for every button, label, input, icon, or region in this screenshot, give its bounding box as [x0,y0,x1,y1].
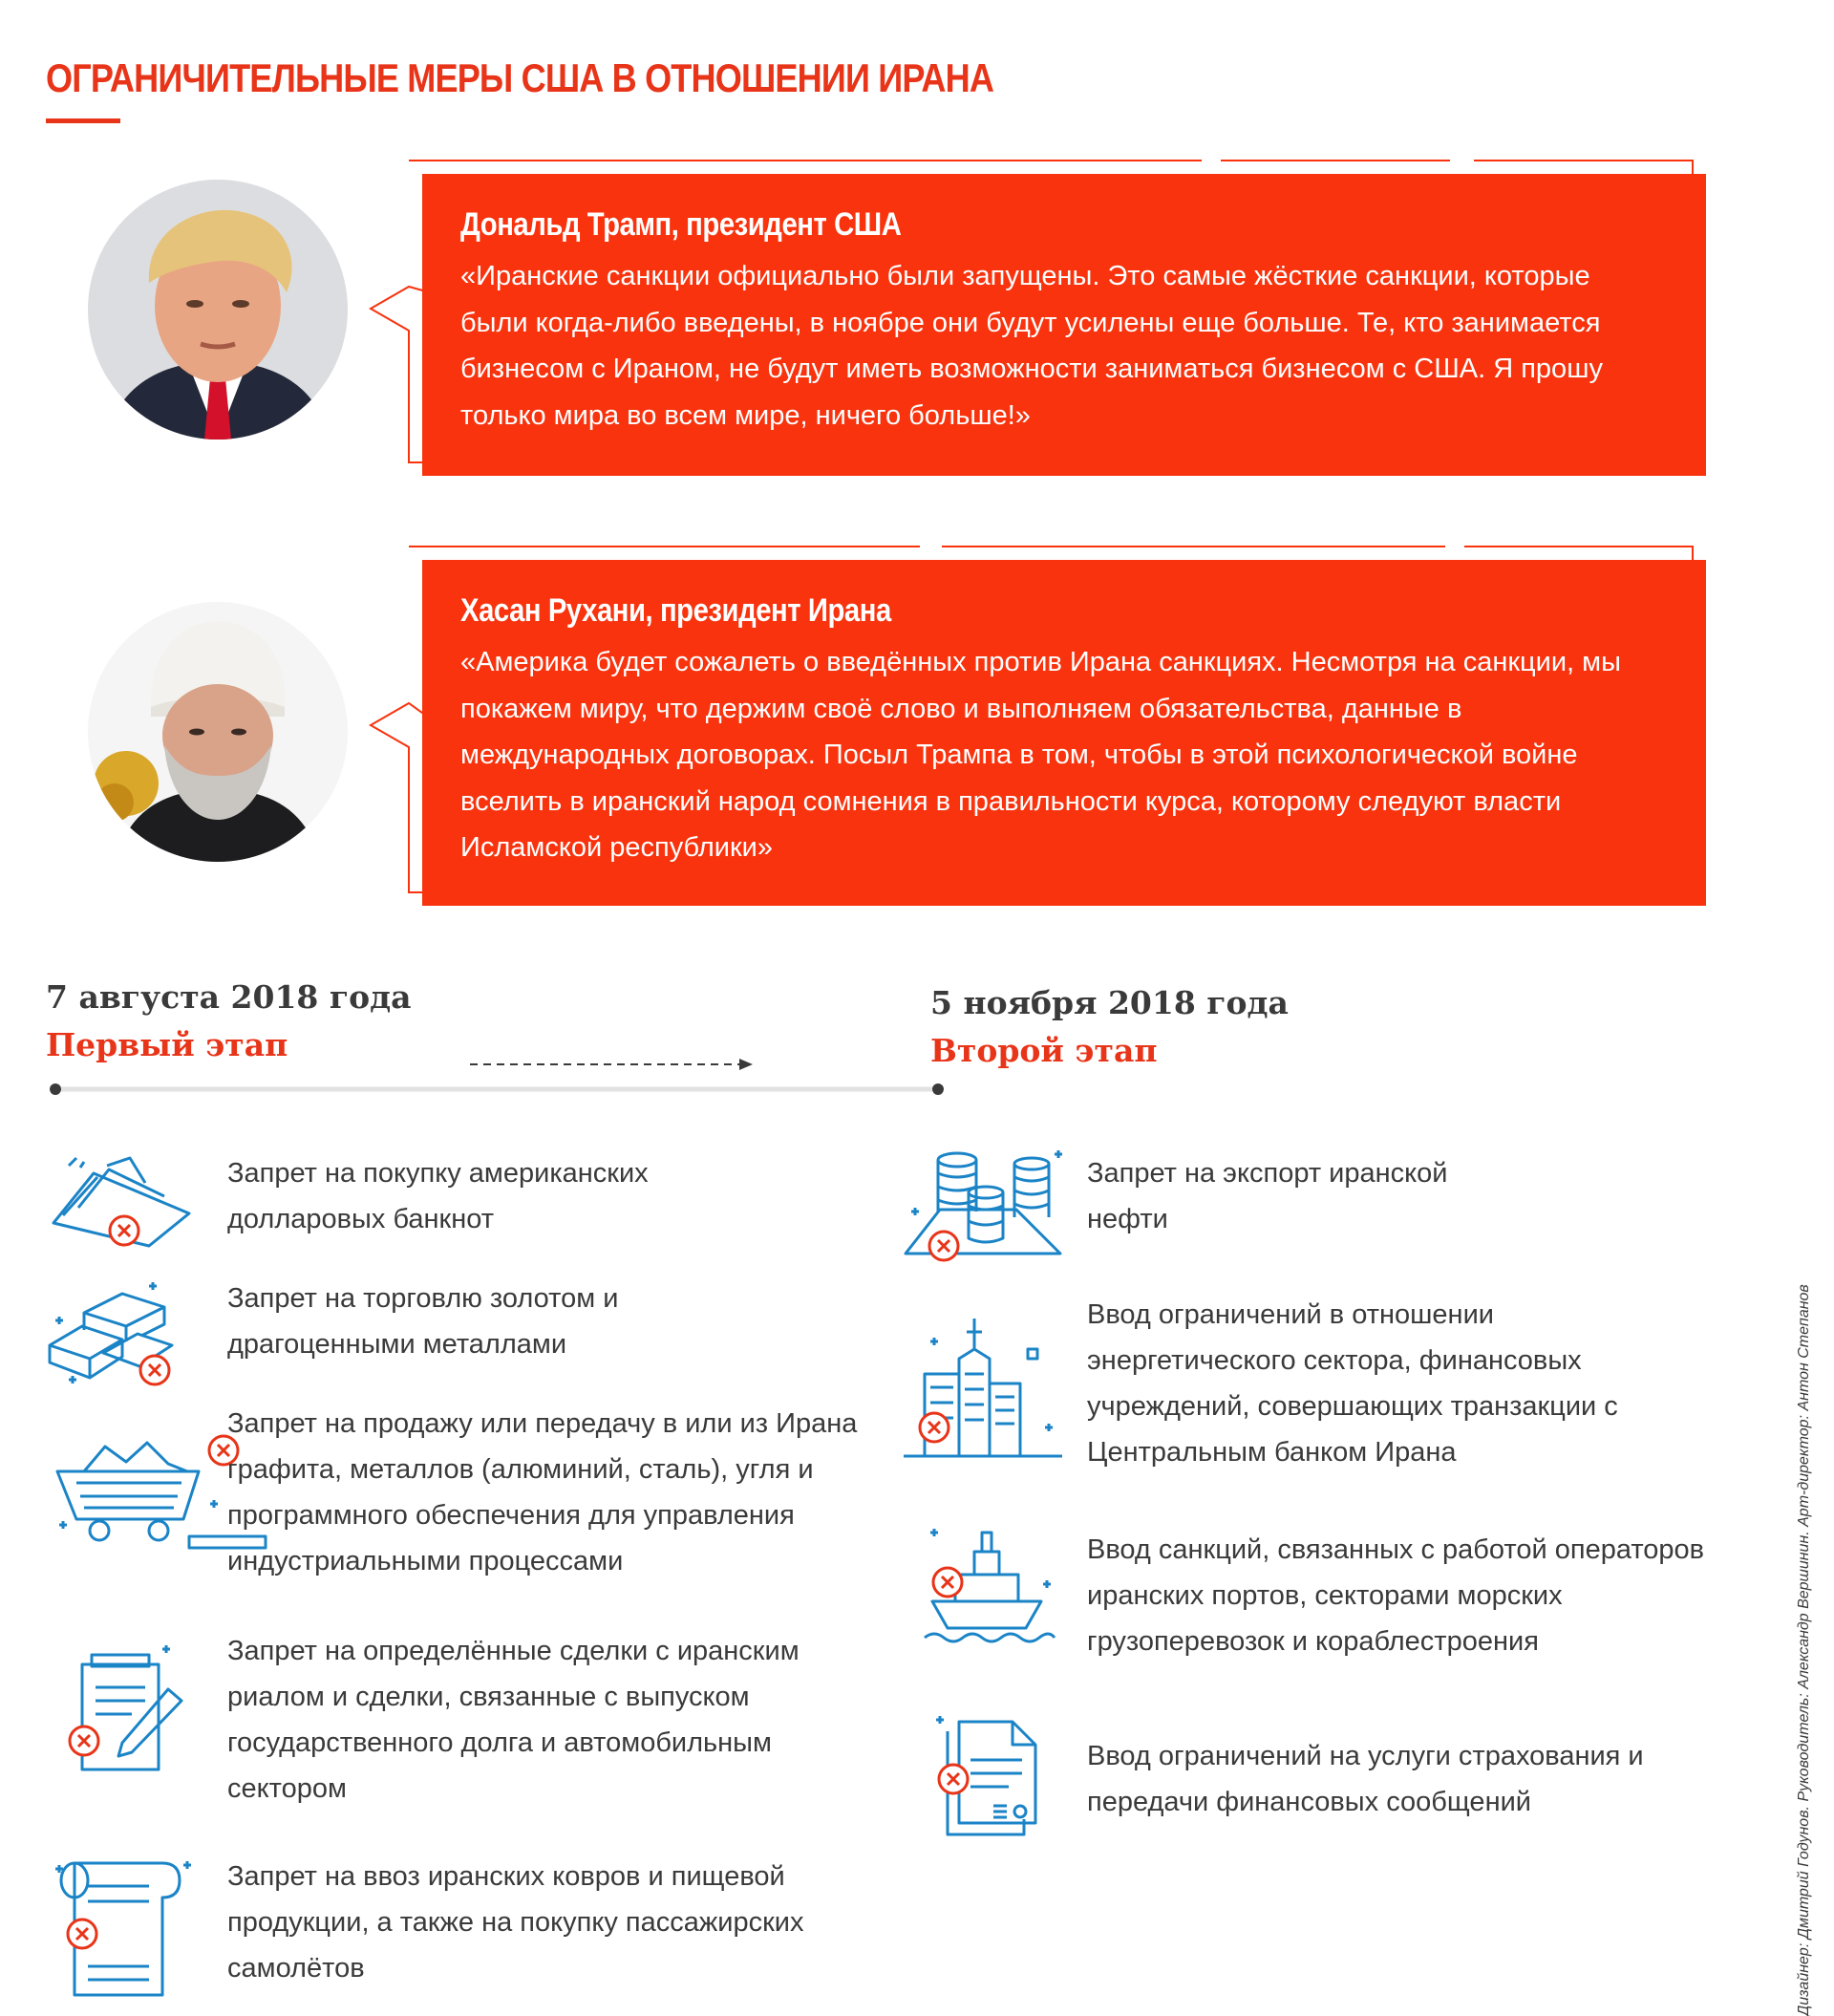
rouhani-quote-card [409,547,1706,906]
trump-quote-card [409,161,1706,476]
credits: Дизайнер: Дмитрий Годунов. Руководитель: Александр Вершинин. Арт-директор: Антон Степанов [1796,1284,1812,2016]
trump-quote-author: Дональд Трамп, президент США [460,206,902,243]
stage1-label: Первый этап [46,1026,288,1063]
rouhani-quote-text: «Америка будет сожалеть о введённых против Ирана санкциях. Несмотря на санкции, мы покажем миру, что держим своё слово и выполняем обязательства, данные в международных договорах. Посыл Трампа в том, чтобы в этой психологической войне вселить в иранский народ сомнения в правильности курса, которому следуют власти Исламской республики» [460,647,1621,863]
stage2-item-text: Запрет на экспорт иранской нефти [1087,1158,1448,1234]
stage2-item-text: Ввод ограничений в отношении энергетического сектора, финансовых учреждений, совершающих транзакции с Центральным банком Ирана [1087,1299,1618,1468]
rouhani-portrait-icon [88,602,348,862]
timeline-line [38,1051,955,1108]
contract-signing-icon [63,1645,192,1774]
oil-barrels-icon [902,1150,1064,1265]
gold-bars-icon [46,1278,189,1393]
stage2-label: Второй этап [930,1032,1158,1069]
city-buildings-icon [902,1317,1064,1460]
rouhani-avatar [88,602,348,862]
documents-icon [932,1714,1047,1838]
stage2-item-text: Ввод санкций, связанных с работой операторов иранских портов, секторами морских грузоперевозок и кораблестроения [1087,1534,1705,1657]
stage1-item-text: Запрет на торговлю золотом и драгоценными металлами [227,1283,619,1360]
stage1-date: 7 августа 2018 года [46,978,412,1016]
rouhani-quote-author: Хасан Рухани, президент Ирана [460,592,891,629]
page-title: ОГРАНИЧИТЕЛЬНЫЕ МЕРЫ США В ОТНОШЕНИИ ИРАНА [46,55,994,100]
ship-icon [923,1523,1056,1647]
stage1-item-text: Запрет на ввоз иранских ковров и пищевой продукции, а также на покупку пассажирских самолётов [227,1861,804,1984]
trump-avatar [88,180,348,440]
carpet-roll-icon [53,1855,197,1999]
title-underline [46,118,120,123]
stage2-date: 5 ноября 2018 года [930,984,1289,1021]
banknotes-icon [50,1154,193,1250]
stage1-item-text: Запрет на определённые сделки с иранским риалом и сделки, связанные с выпуском государственного долга и автомобильным сектором [227,1636,800,1804]
stage1-item-text: Запрет на покупку американских долларовых банкнот [227,1158,649,1234]
trump-quote-text: «Иранские санкции официально были запущены. Это самые жёсткие санкции, которые были когда-либо введены, в ноябре они будут усилены еще больше. Те, кто занимается бизнесом с Ираном, не будут иметь возможности заниматься бизнесом с США. Я прошу только мира во всем мире, ничего больше!» [460,261,1603,431]
trump-portrait-icon [88,180,348,440]
stage2-item-text: Ввод ограничений на услуги страхования и передачи финансовых сообщений [1087,1741,1644,1817]
stage1-item-text: Запрет на продажу или передачу в или из Ирана графита, металлов (алюминий, сталь), угля и программного обеспечения для управления индустриальными процессами [227,1408,858,1576]
